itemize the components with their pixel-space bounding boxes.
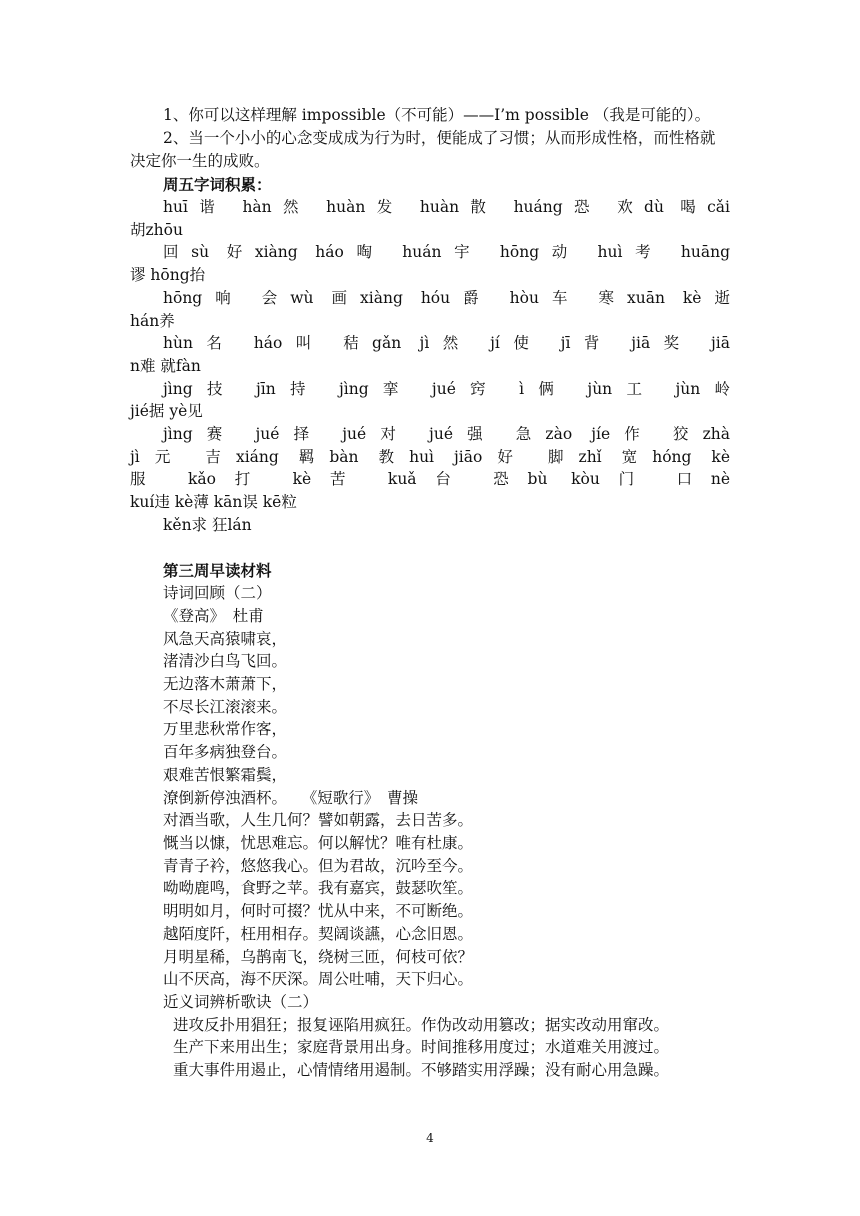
paragraph-1: 1、你可以这样理解 impossible（不可能）——I’m possible （我是可能的）。: [163, 106, 711, 124]
poem-line: 越陌度阡，枉用相存。契阔谈讌，心念旧恩。: [163, 924, 474, 943]
word-list: [130, 196, 730, 537]
poem-line: 百年多病独登台。: [163, 743, 288, 762]
word-row: kuí违 kè薄 kān误 kē粒: [130, 493, 297, 512]
poem-line: 明明如月，何时可掇？忧从中来，不可断绝。: [163, 902, 474, 921]
page-content: [130, 104, 730, 1082]
word-row: jìng技 jīn持 jìng挛 jué窍 ì俩 jùn工 jùn岭: [163, 379, 730, 398]
word-heading: 周五字词积累：: [163, 175, 272, 194]
poem-heading: 《短歌行》 曹操: [301, 788, 419, 807]
poem-line: 青青子衿，悠悠我心。但为君故，沉吟至今。: [163, 856, 474, 875]
paragraph-2: 2、当一个小小的心念变成成为行为时，便能成了习惯；从而形成性格，而性格就决定你一生的成败。: [130, 129, 716, 170]
rhyme-line: 生产下来用出生；家庭背景用出身。时间推移用度过；水道难关用渡过。: [173, 1038, 670, 1057]
poem-line: 万里悲秋常作客，: [163, 720, 288, 739]
poem-line: 无边落木萧萧下，: [163, 675, 288, 694]
word-row: 回sù 好xiàng háo啕 huán宇 hōng动 huì考 huāng: [163, 243, 730, 262]
word-row: kěn求 狂lán: [163, 515, 252, 534]
section-title: 第三周早读材料: [163, 560, 272, 580]
page-number: 4: [426, 1131, 434, 1145]
poem-line: 渚清沙白鸟飞回。: [163, 652, 288, 671]
poem-line: 不尽长江滚滚来。: [163, 697, 288, 716]
word-row: jié据 yè见: [130, 402, 203, 421]
word-row: n难 就fàn: [130, 356, 201, 375]
poem-line: 慨当以慷，忧思难忘。何以解忧？唯有杜康。: [163, 833, 474, 852]
word-row: jìng赛 jué择 jué对 jué强 急zào jíe作 狡zhà: [163, 425, 730, 444]
word-row: huī谐 hàn然 huàn发 huàn散 huáng恐 欢dù 喝cǎi: [163, 198, 730, 216]
word-row: 谬 hōng抬: [130, 266, 206, 285]
poem-heading: 《登高》 杜甫: [163, 606, 264, 625]
poem-line: 艰难苦恨繁霜鬓，: [163, 765, 288, 784]
poem-line: 月明星稀，乌鹊南飞，绕树三匝，何枝可依？: [163, 947, 474, 966]
word-row: jì元 吉xiáng 羁bàn 教huì jiāo好 脚zhǐ 宽hóng kè: [130, 447, 730, 466]
word-row: 胡zhōu: [130, 220, 183, 239]
poem-line: 风急天高猿啸哀，: [163, 629, 288, 648]
poem-line: 山不厌高，海不厌深。周公吐哺，天下归心。: [163, 970, 474, 989]
poem-line: 对酒当歌，人生几何？譬如朝露，去日苦多。: [163, 811, 474, 830]
subsection-title: 诗词回顾（二）: [163, 584, 272, 603]
week3-section: [163, 560, 730, 1082]
poem-line: 呦呦鹿鸣，食野之苹。我有嘉宾，鼓瑟吹笙。: [163, 879, 474, 898]
rhyme-line: 进攻反扑用猖狂；报复诬陷用疯狂。作伪改动用篡改；据实改动用窜改。: [173, 1015, 670, 1034]
rhyme-line: 重大事件用遏止，心情情绪用遏制。不够踏实用浮躁；没有耐心用急躁。: [173, 1061, 670, 1080]
blank-line: [130, 537, 730, 560]
word-row: hán养: [130, 311, 175, 330]
word-row: hōng响 会wù 画xiàng hóu爵 hòu车 寒xuān kè逝: [163, 288, 730, 307]
subsection-title: 近义词辨析歌诀（二）: [163, 992, 319, 1011]
poem-line-with-heading: [163, 787, 730, 810]
word-row: 服 kǎo打 kè苦 kuǎ台 恐bù kòu门 口nè: [130, 470, 730, 489]
poem-line: 潦倒新停浊酒杯。: [163, 788, 288, 807]
word-row: hùn名 háo叫 秸gǎn jì然 jí使 jī背 jiā奖 jiā: [163, 334, 730, 353]
